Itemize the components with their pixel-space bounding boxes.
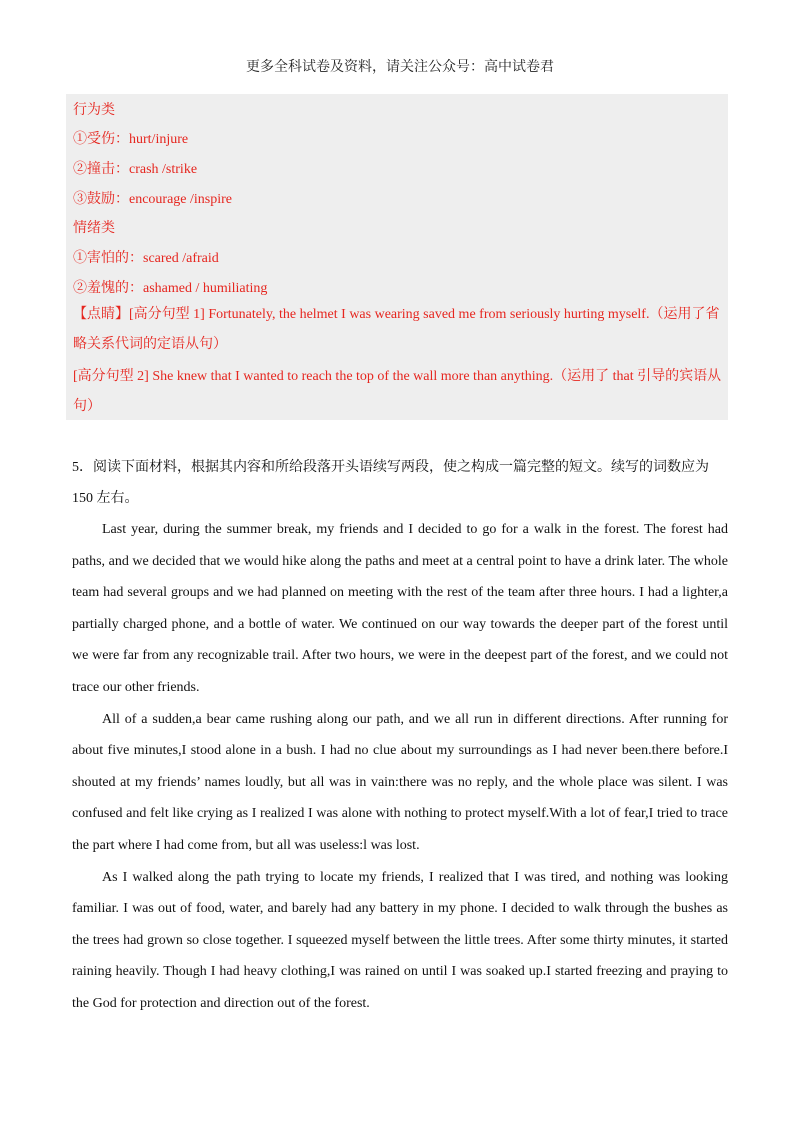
emotion-item-1: ①害怕的：scared /afraid: [73, 251, 219, 266]
page-header: 更多全科试卷及资料，请关注公众号：高中试卷君: [246, 60, 554, 75]
emotion-item-2: ②羞愧的：ashamed / humiliating: [73, 281, 268, 296]
passage-paragraph-3: As I walked along the path trying to locate my friends, I realized that I was tired, and nothing was looking familiar. I was out of food, water, and barely had any battery in my phone. I decided to walk through the bushes as the trees had grown so close together. I squeezed myself between the little trees. After some thirty minutes, it started raining heavily. Though I had heavy clothing,I was rained on until I was soaked up.I started freezing and praying to the God for protection and direction out of the forest.: [72, 869, 728, 1011]
passage-paragraph-2: All of a sudden,a bear came rushing along our path, and we all run in different directions. After running for about five minutes,I stood alone in a bush. I had no clue about my surroundings as I had never been.there before.I shouted at my friends’ names loudly, but all was in vain:there was no reply, and the whole place was silent. I was confused and felt like crying as I realized I was alone with nothing to protect myself.With a lot of fear,I tried to trace the part where I had come from, but all was useless:l was lost.: [72, 711, 728, 853]
behavior-heading: 行为类: [73, 103, 115, 118]
emotion-heading: 情绪类: [73, 221, 115, 236]
behavior-item-3: ③鼓励：encourage /inspire: [73, 192, 233, 207]
tip-sentence-2: [高分句型 2] She knew that I wanted to reach the top of the wall more than anything.（运用了 that 引导的宾语从句）: [73, 369, 722, 414]
tip-sentence-1: 【点睛】[高分句型 1] Fortunately, the helmet I was wearing saved me from seriously hurting myself.（运用了省略关系代词的定语从句）: [73, 307, 720, 352]
passage-paragraph-1: Last year, during the summer break, my friends and I decided to go for a walk in the forest. The forest had paths, and we decided that we would hike along the paths and meet at a central point to have a drink later. The whole team had several groups and we had planned on meeting with the rest of the team after three hours. I had a lighter,a partially charged phone, and a bottle of water. We continued on our way towards the deeper part of the forest until we were far from any recognizable trail. After two hours, we were in the deepest part of the forest, and we could not trace our other friends.: [72, 522, 728, 695]
behavior-item-2: ②撞击：crash /strike: [73, 162, 198, 177]
question-prompt: 5．阅读下面材料，根据其内容和所给段落开头语续写两段，使之构成一篇完整的短文。续写的词数应为 150 左右。: [72, 460, 709, 506]
passage: [72, 514, 728, 1020]
behavior-item-1: ①受伤：hurt/injure: [73, 132, 189, 147]
